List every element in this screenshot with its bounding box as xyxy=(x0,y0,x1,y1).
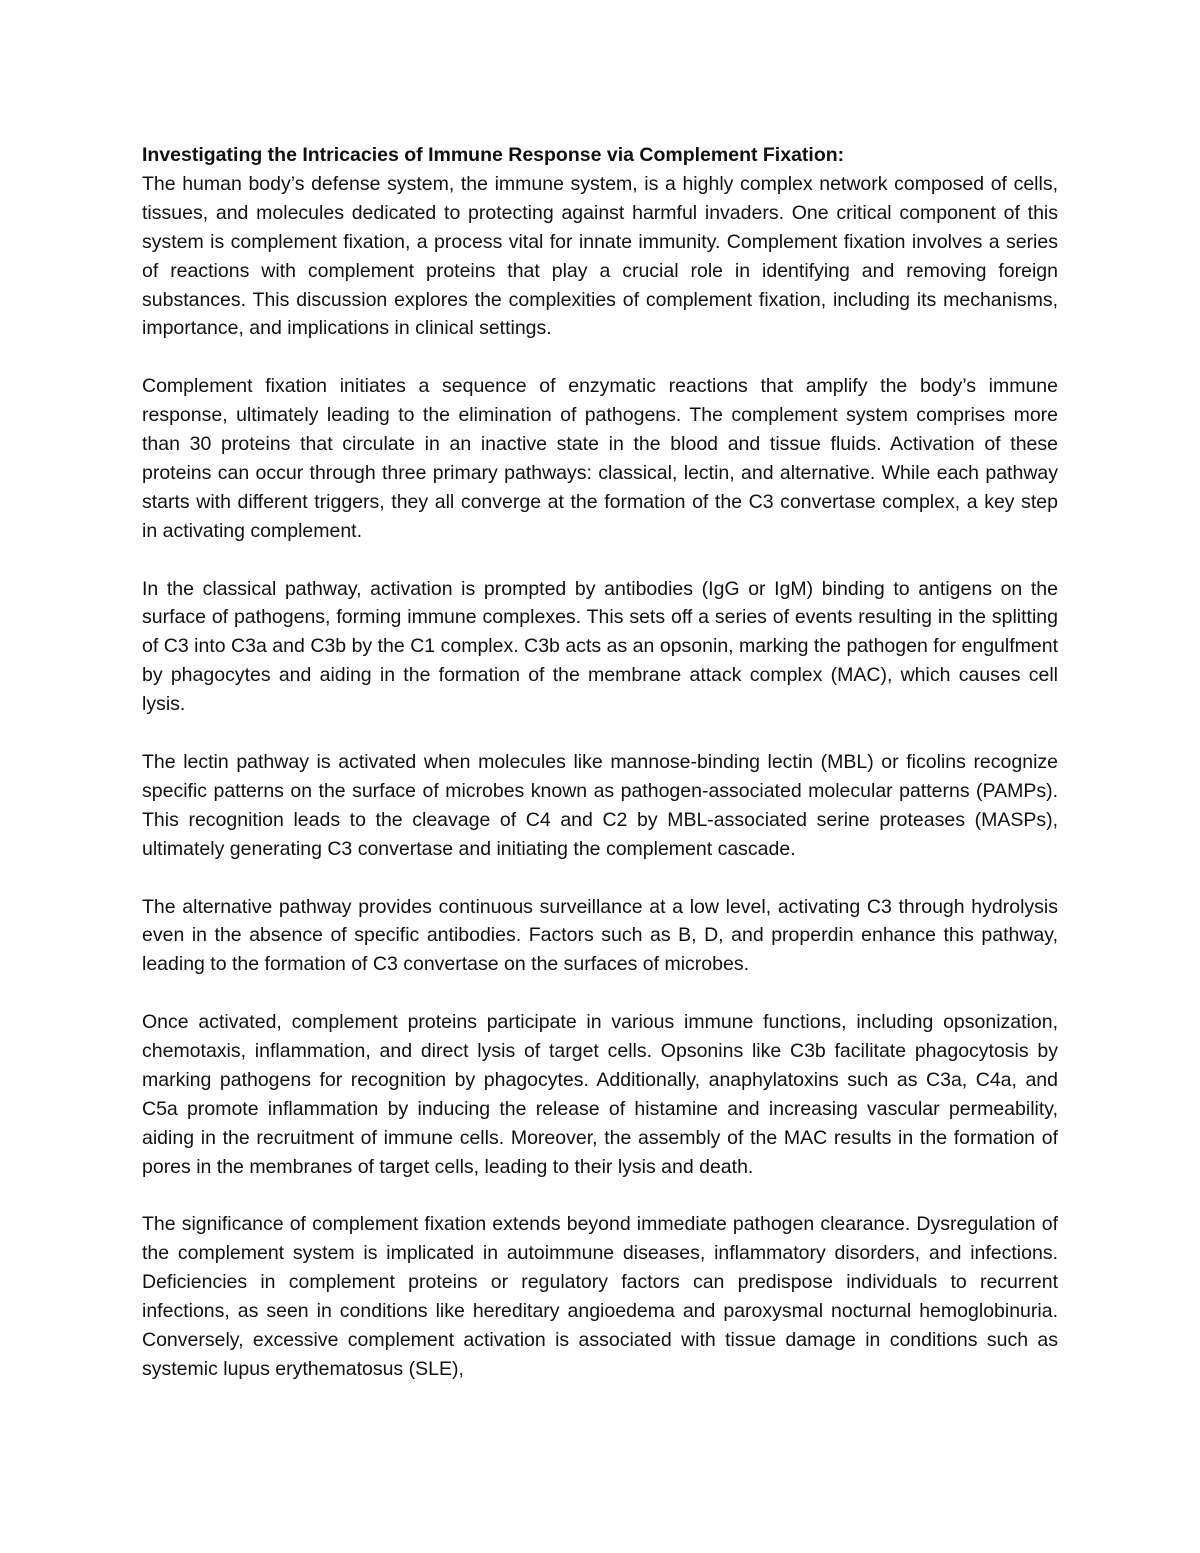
paragraph-immune-functions: Once activated, complement proteins participate in various immune functions, including opsonization, chemotaxis, inflammation, and direct lysis of target cells. Opsonins like C3b facilitate phagocytosis by marking pathogens for recognition by phagocytes. Additionally, anaphylatoxins such as C3a, C4a, and C5a promote inflammation by inducing the release of histamine and increasing vascular permeability, aiding in the recruitment of immune cells. Moreover, the assembly of the MAC results in the formation of pores in the membranes of target cells, leading to their lysis and death. xyxy=(142,1011,1058,1178)
document-title: Investigating the Intricacies of Immune Response via Complement Fixation: xyxy=(142,144,845,166)
document-body xyxy=(142,141,1058,1384)
paragraph-clinical-significance: The significance of complement fixation extends beyond immediate pathogen clearance. Dysregulation of the complement system is implicated in autoimmune diseases, inflammatory disorders, and infections. Deficiencies in complement proteins or regulatory factors can predispose individuals to recurrent infections, as seen in conditions like hereditary angioedema and paroxysmal nocturnal hemoglobinuria. Conversely, excessive complement activation is associated with tissue damage in conditions such as systemic lupus erythematosus (SLE), xyxy=(142,1213,1058,1380)
paragraph-alternative-pathway: The alternative pathway provides continuous surveillance at a low level, activating C3 through hydrolysis even in the absence of specific antibodies. Factors such as B, D, and properdin enhance this pathway, leading to the formation of C3 convertase on the surfaces of microbes. xyxy=(142,895,1058,976)
paragraph-lectin-pathway: The lectin pathway is activated when molecules like mannose-binding lectin (MBL) or ficolins recognize specific patterns on the surface of microbes known as pathogen-associated molecular patterns (PAMPs). This recognition leads to the cleavage of C4 and C2 by MBL-associated serine proteases (MASPs), ultimately generating C3 convertase and initiating the complement cascade. xyxy=(142,750,1058,860)
paragraph-classical-pathway: In the classical pathway, activation is prompted by antibodies (IgG or IgM) binding to antigens on the surface of pathogens, forming immune complexes. This sets off a series of events resulting in the splitting of C3 into C3a and C3b by the C1 complex. C3b acts as an opsonin, marking the pathogen for engulfment by phagocytes and aiding in the formation of the membrane attack complex (MAC), which causes cell lysis. xyxy=(142,577,1058,716)
paragraph-complement-overview: Complement fixation initiates a sequence of enzymatic reactions that amplify the body’s immune response, ultimately leading to the elimination of pathogens. The complement system comprises more than 30 proteins that circulate in an inactive state in the blood and tissue fluids. Activation of these proteins can occur through three primary pathways: classical, lectin, and alternative. While each pathway starts with different triggers, they all converge at the formation of the C3 convertase complex, a key step in activating complement. xyxy=(142,375,1058,542)
paragraph-intro: The human body’s defense system, the immune system, is a highly complex network composed of cells, tissues, and molecules dedicated to protecting against harmful invaders. One critical component of this system is complement fixation, a process vital for innate immunity. Complement fixation involves a series of reactions with complement proteins that play a crucial role in identifying and removing foreign substances. This discussion explores the complexities of complement fixation, including its mechanisms, importance, and implications in clinical settings. xyxy=(142,172,1058,340)
